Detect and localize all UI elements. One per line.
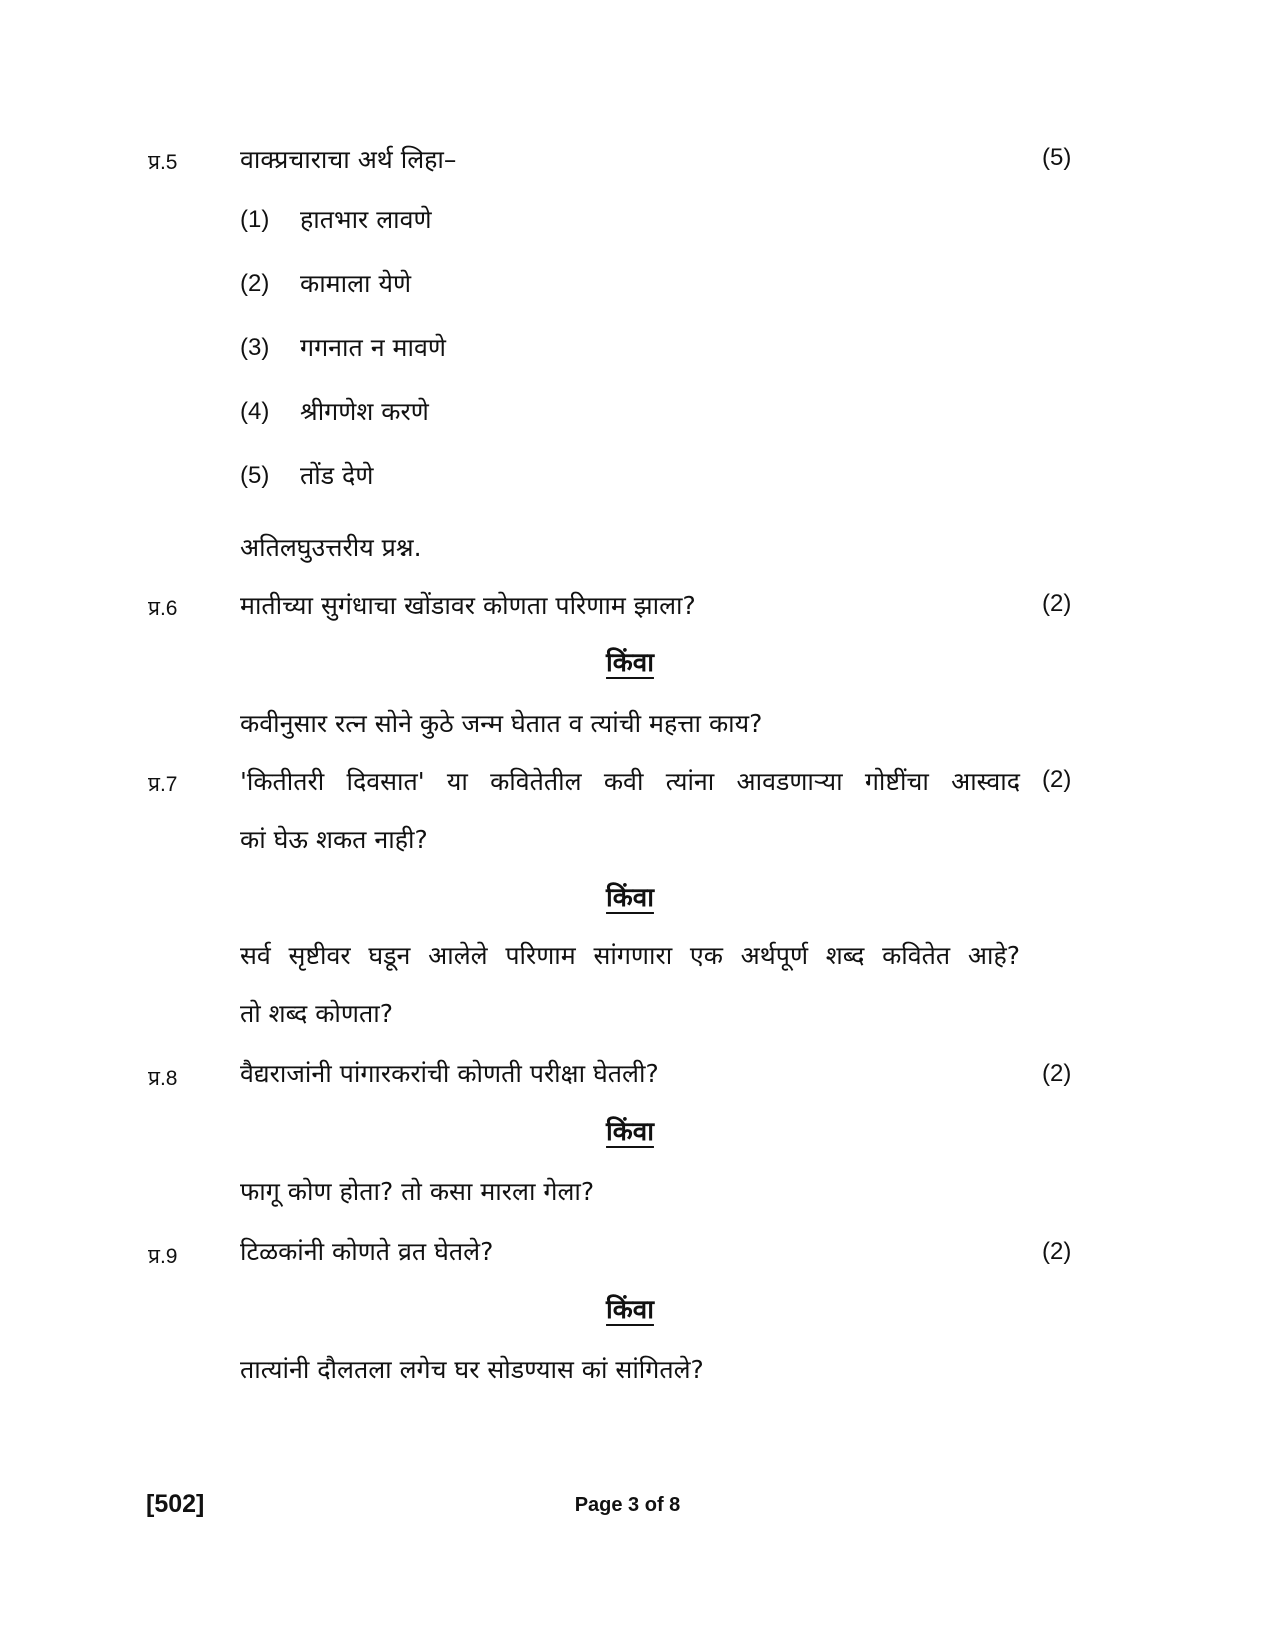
q5-item-number: (4) [240,398,270,425]
q8-number: प्र.8 [148,1067,178,1090]
or-label: किंवा [606,883,654,913]
q5-number: प्र.5 [148,151,178,174]
q5-item-number: (3) [240,334,270,361]
q8-marks: (2) [1042,1060,1072,1087]
q5-marks: (5) [1042,144,1072,171]
q7-number: प्र.7 [148,773,178,796]
q5-item-text: हातभार लावणे [300,205,432,234]
q9-alt-text: तात्यांनी दौलतला लगेच घर सोडण्यास कां सांगितले? [240,1355,704,1384]
section-heading: अतिलघुउत्तरीय प्रश्न. [240,533,422,562]
or-label: किंवा [606,648,654,678]
q5-item-number: (2) [240,270,270,297]
q5-item-text: तोंड देणे [300,461,374,490]
q5-item-text: कामाला येणे [300,269,412,298]
paper-code: [502] [146,1490,205,1518]
q5-item-number: (5) [240,462,270,489]
q9-marks: (2) [1042,1238,1072,1265]
q5-text: वाक्प्रचाराचा अर्थ लिहा– [240,145,457,174]
q8-alt-text: फागू कोण होता? तो कसा मारला गेला? [240,1177,595,1206]
q5-item-text: गगनात न मावणे [300,333,446,362]
q8-text: वैद्यराजांनी पांगारकरांची कोणती परीक्षा घेतली? [240,1059,659,1088]
q7-text-line1: 'कितीतरी दिवसात' या कवितेतील कवी त्यांना आवडणाऱ्या गोष्टींचा आस्वाद [240,767,1020,796]
q6-number: प्र.6 [148,597,178,620]
q7-alt-line1: सर्व सृष्टीवर घडून आलेले परिणाम सांगणारा एक अर्थपूर्ण शब्द कवितेत आहे? [240,941,1020,970]
q6-text: मातीच्या सुगंधाचा खोंडावर कोणता परिणाम झाला? [240,591,696,620]
or-label: किंवा [606,1117,654,1147]
q7-marks: (2) [1042,766,1072,793]
q7-alt-line2: तो शब्द कोणता? [240,999,393,1028]
q6-alt-text: कवीनुसार रत्न सोने कुठे जन्म घेतात व त्यांची महत्ता काय? [240,709,763,738]
q7-text-line2: कां घेऊ शकत नाही? [240,825,428,854]
q9-number: प्र.9 [148,1245,178,1268]
page-number: Page 3 of 8 [574,1494,681,1516]
or-label: किंवा [606,1295,654,1325]
q6-marks: (2) [1042,590,1072,617]
q5-item-text: श्रीगणेश करणे [300,397,429,426]
q9-text: टिळकांनी कोणते व्रत घेतले? [240,1237,494,1266]
q5-item-number: (1) [240,206,270,233]
